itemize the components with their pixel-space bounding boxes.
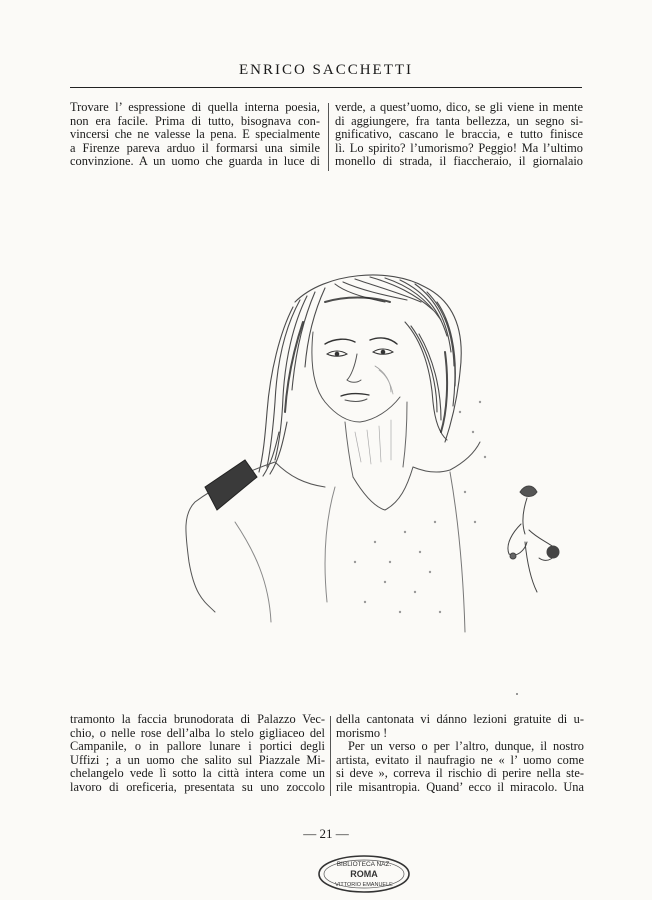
text-line: Campanile, o in pallore lunare i portici degli	[70, 739, 325, 754]
text-line: artista, evitato il naufragio ne « l’ uomo come	[336, 752, 584, 767]
stamp-line-2: ROMA	[350, 869, 378, 879]
shoulder-strap	[205, 460, 257, 510]
text-line: si deve », correva il rischio di perire nella ste-	[336, 766, 584, 781]
text-line: Uffizi ; a un uomo che salito sul Piazzale Mi-	[70, 752, 325, 767]
text-line: lì. Lo spirito? l’umorismo? Peggio! Ma l’ultimo	[335, 140, 583, 155]
column-bottom-left	[70, 713, 325, 795]
column-divider-bottom	[330, 716, 331, 796]
stamp-line-3: VITTORIO EMANUELE	[335, 882, 393, 888]
text-line: Trovare l’ espressione di quella interna poesia,	[70, 100, 320, 114]
text-line: convinzione. A un uomo che guarda in luce di	[70, 154, 320, 169]
text-line: monello di strada, il fiaccheraio, il giornalaio	[335, 154, 583, 169]
stamp-line-1: BIBLIOTECA NAZ.	[336, 861, 392, 868]
library-stamp	[316, 854, 412, 894]
header-rule	[70, 87, 582, 88]
text-line: rile misantropia. Quand’ ecco il miracolo. Una	[336, 779, 584, 794]
neck	[345, 402, 407, 477]
running-head: ENRICO SACCHETTI	[238, 62, 414, 78]
face	[312, 332, 400, 422]
hair-dark-accents	[285, 298, 447, 433]
column-top-right	[335, 101, 583, 169]
text-line: morismo !	[336, 725, 388, 740]
column-bottom-right	[336, 713, 584, 795]
text-line: chelangelo vede lì sotto la città intera come un	[70, 766, 325, 781]
text-line: della cantonata vi dánno lezioni gratuite di u-	[336, 712, 584, 726]
page-number: — 21 —	[303, 826, 349, 841]
text-line: chio, o nelle rose dell’alba lo stelo gigliaceo del	[70, 725, 325, 740]
text-line: a Firenze pareva arduo il formarsi una simile	[70, 140, 320, 155]
text-line: verde, a quest’uomo, dico, se gli viene in mente	[335, 100, 583, 114]
text-line: tramonto la faccia brunodorata di Palazzo Vec-	[70, 712, 325, 726]
text-line: non era facile. Prima di tutto, bisognava con-	[70, 113, 320, 128]
column-top-left	[70, 101, 320, 169]
text-line: vincersi che ne valesse la pena. E specialmente	[70, 127, 320, 142]
floral-ornament	[508, 486, 559, 592]
text-line: di aggiungere, fra tanta bellezza, un segno si-	[335, 113, 583, 128]
text-line: Per un verso o per l’altro, dunque, il nostro	[348, 739, 584, 754]
text-line: lavoro di oreficeria, presentata su uno zoccolo	[70, 779, 325, 794]
text-line: gnificativo, cascano le braccia, e tutto finisce	[335, 127, 583, 142]
page-speck	[516, 693, 518, 695]
portrait-illustration	[175, 262, 595, 702]
column-divider-top	[328, 103, 329, 171]
blouse-pattern	[354, 401, 486, 613]
